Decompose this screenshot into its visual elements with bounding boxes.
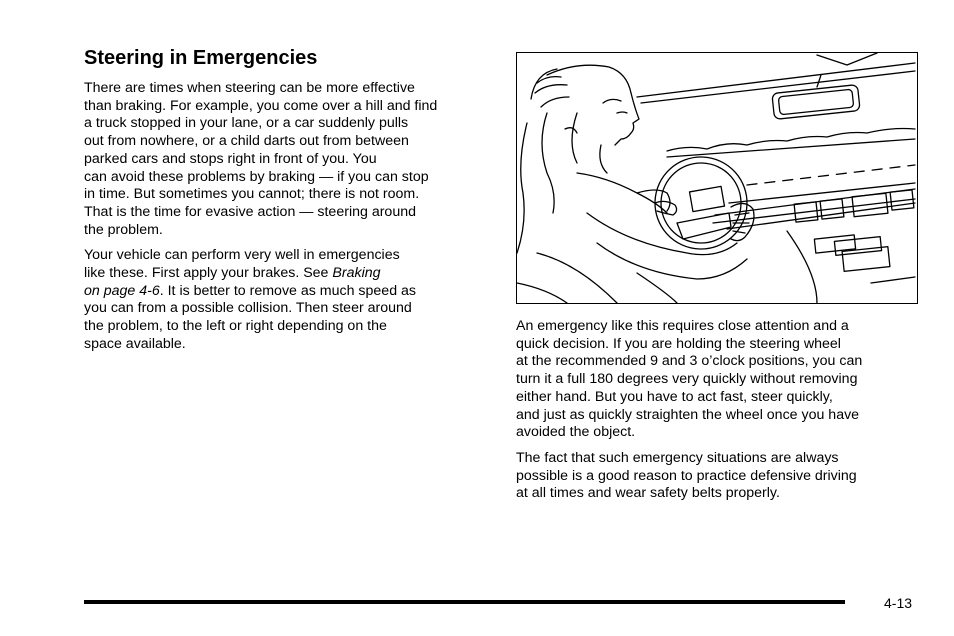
footer-rule: [84, 600, 845, 604]
driver-steering-illustration: [516, 52, 918, 304]
page-number: 4-13: [884, 595, 913, 611]
page-reference-link[interactable]: on page 4-6: [84, 282, 160, 299]
vehicle-performance-paragraph: Your vehicle can perform very well in emergencies like these. First apply your brakes. See Braking on page 4-6. It is better to remove as much speed as you can from a possible collision. Then steer around the problem, to the left or right depending on the space available.: [84, 247, 417, 352]
braking-cross-reference[interactable]: Braking: [332, 265, 381, 282]
section-title: Steering in Emergencies: [84, 47, 318, 69]
defensive-driving-paragraph: The fact that such emergency situations are always possible is a good reason to practice defensive driving at all times and wear safety belts properly.: [516, 449, 857, 502]
right-column: [516, 318, 920, 511]
left-column: [84, 80, 492, 362]
emergency-decision-paragraph: An emergency like this requires close attention and a quick decision. If you are holding the steering wheel at the recommended 9 and 3 o’clock positions, you can turn it a full 180 degrees very quickly without removing either hand. But you have to act fast, steer quickly, and just as quickly straighten the wheel once you have avoided the object.: [516, 318, 863, 441]
intro-paragraph: There are times when steering can be more effective than braking. For example, you come over a hill and find a truck stopped in your lane, or a car suddenly pulls out from nowhere, or a child darts out from between parked cars and stops right in front of you. You can avoid these problems by braking — if you can stop in time. But sometimes you cannot; there is not room. That is the time for evasive action — steering around the problem.: [84, 80, 438, 238]
